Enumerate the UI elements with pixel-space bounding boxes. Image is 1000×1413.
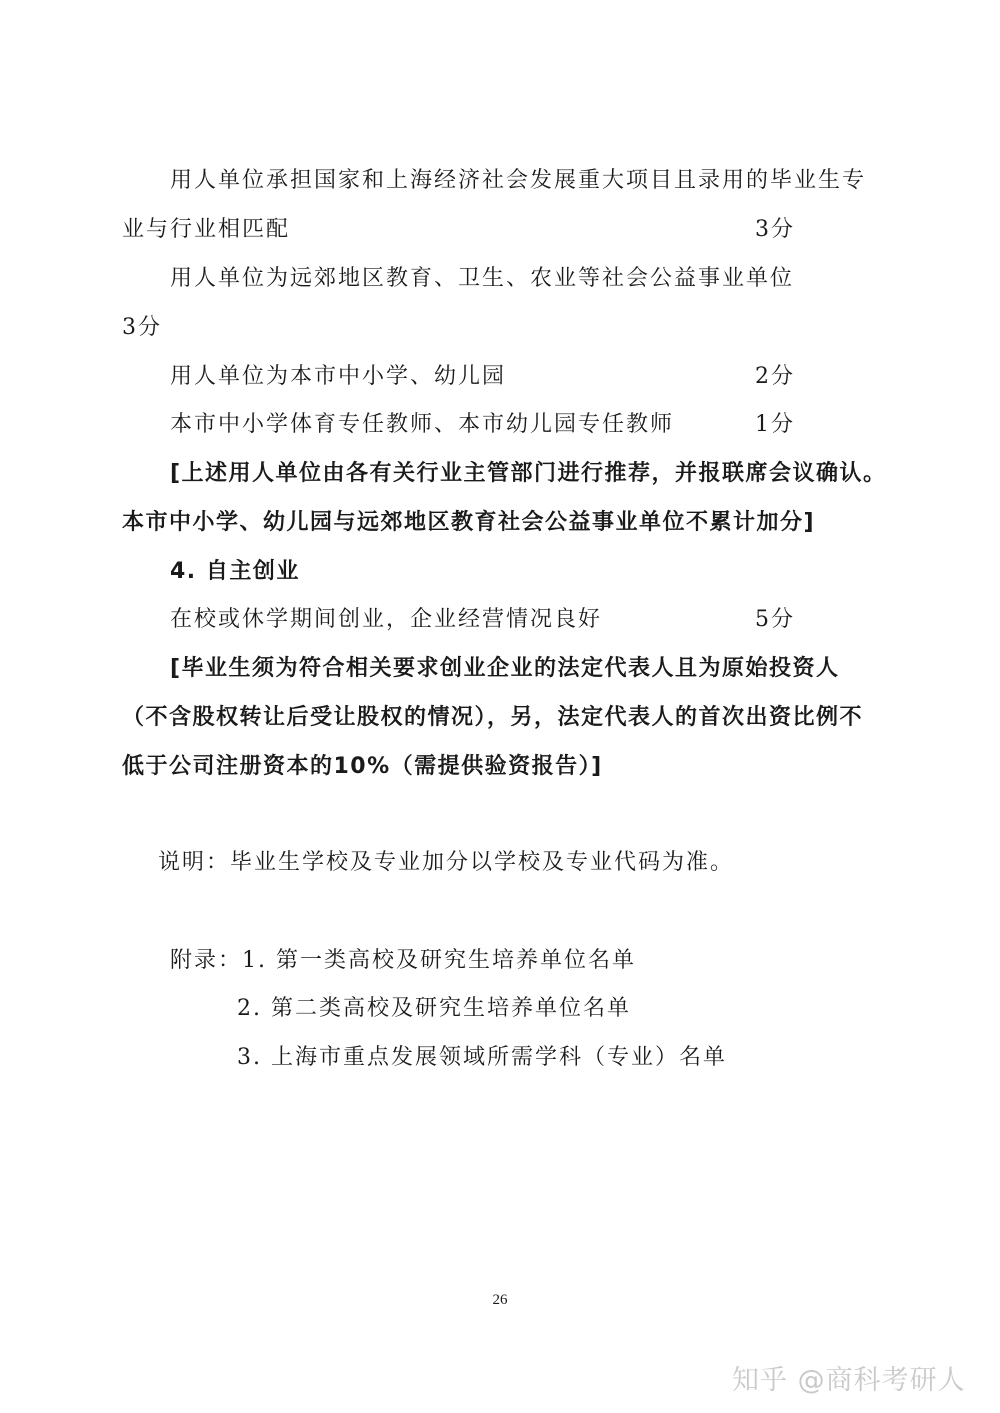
appendix-item-3: 3. 上海市重点发展领域所需学科（专业）名单 (237, 1045, 727, 1070)
section4-note-line1: [毕业生须为符合相关要求创业企业的法定代表人且为原始投资人 (170, 656, 840, 681)
section3-item3-score: 2分 (755, 364, 795, 389)
section3-note-line1: [上述用人单位由各有关行业主管部门进行推荐，并报联席会议确认。 (170, 461, 887, 486)
section3-item4: 本市中小学体育专任教师、本市幼儿园专任教师 (170, 412, 675, 437)
section4-item1-score: 5分 (755, 607, 795, 632)
section3-item1-line1: 用人单位承担国家和上海经济社会发展重大项目且录用的毕业生专 (170, 168, 867, 193)
section3-item3: 用人单位为本市中小学、幼儿园 (170, 364, 507, 389)
watermark: 知乎 @商科考研人 (732, 1365, 966, 1396)
section4-note-line2: （不含股权转让后受让股权的情况），另，法定代表人的首次出资比例不 (122, 705, 864, 730)
appendix-item-2: 2. 第二类高校及研究生培养单位名单 (237, 996, 631, 1021)
explanation-text: 说明：毕业生学校及专业加分以学校及专业代码为准。 (158, 850, 735, 875)
section3-item1-line2: 业与行业相匹配 (122, 217, 291, 242)
section4-item1: 在校或休学期间创业，企业经营情况良好 (170, 607, 603, 632)
section3-item4-score: 1分 (755, 412, 795, 437)
section3-item2-line1: 用人单位为远郊地区教育、卫生、农业等社会公益事业单位 (170, 266, 795, 291)
page-number: 26 (492, 1292, 508, 1308)
section4-note-line3: 低于公司注册资本的10%（需提供验资报告）] (122, 754, 603, 779)
section3-note-line2: 本市中小学、幼儿园与远郊地区教育社会公益事业单位不累计加分] (122, 510, 816, 535)
appendix-item-1: 附录：1. 第一类高校及研究生培养单位名单 (170, 948, 636, 973)
section4-heading: 4. 自主创业 (170, 559, 300, 584)
section3-item2-score: 3分 (122, 315, 162, 340)
section3-item1-score: 3分 (755, 217, 795, 242)
